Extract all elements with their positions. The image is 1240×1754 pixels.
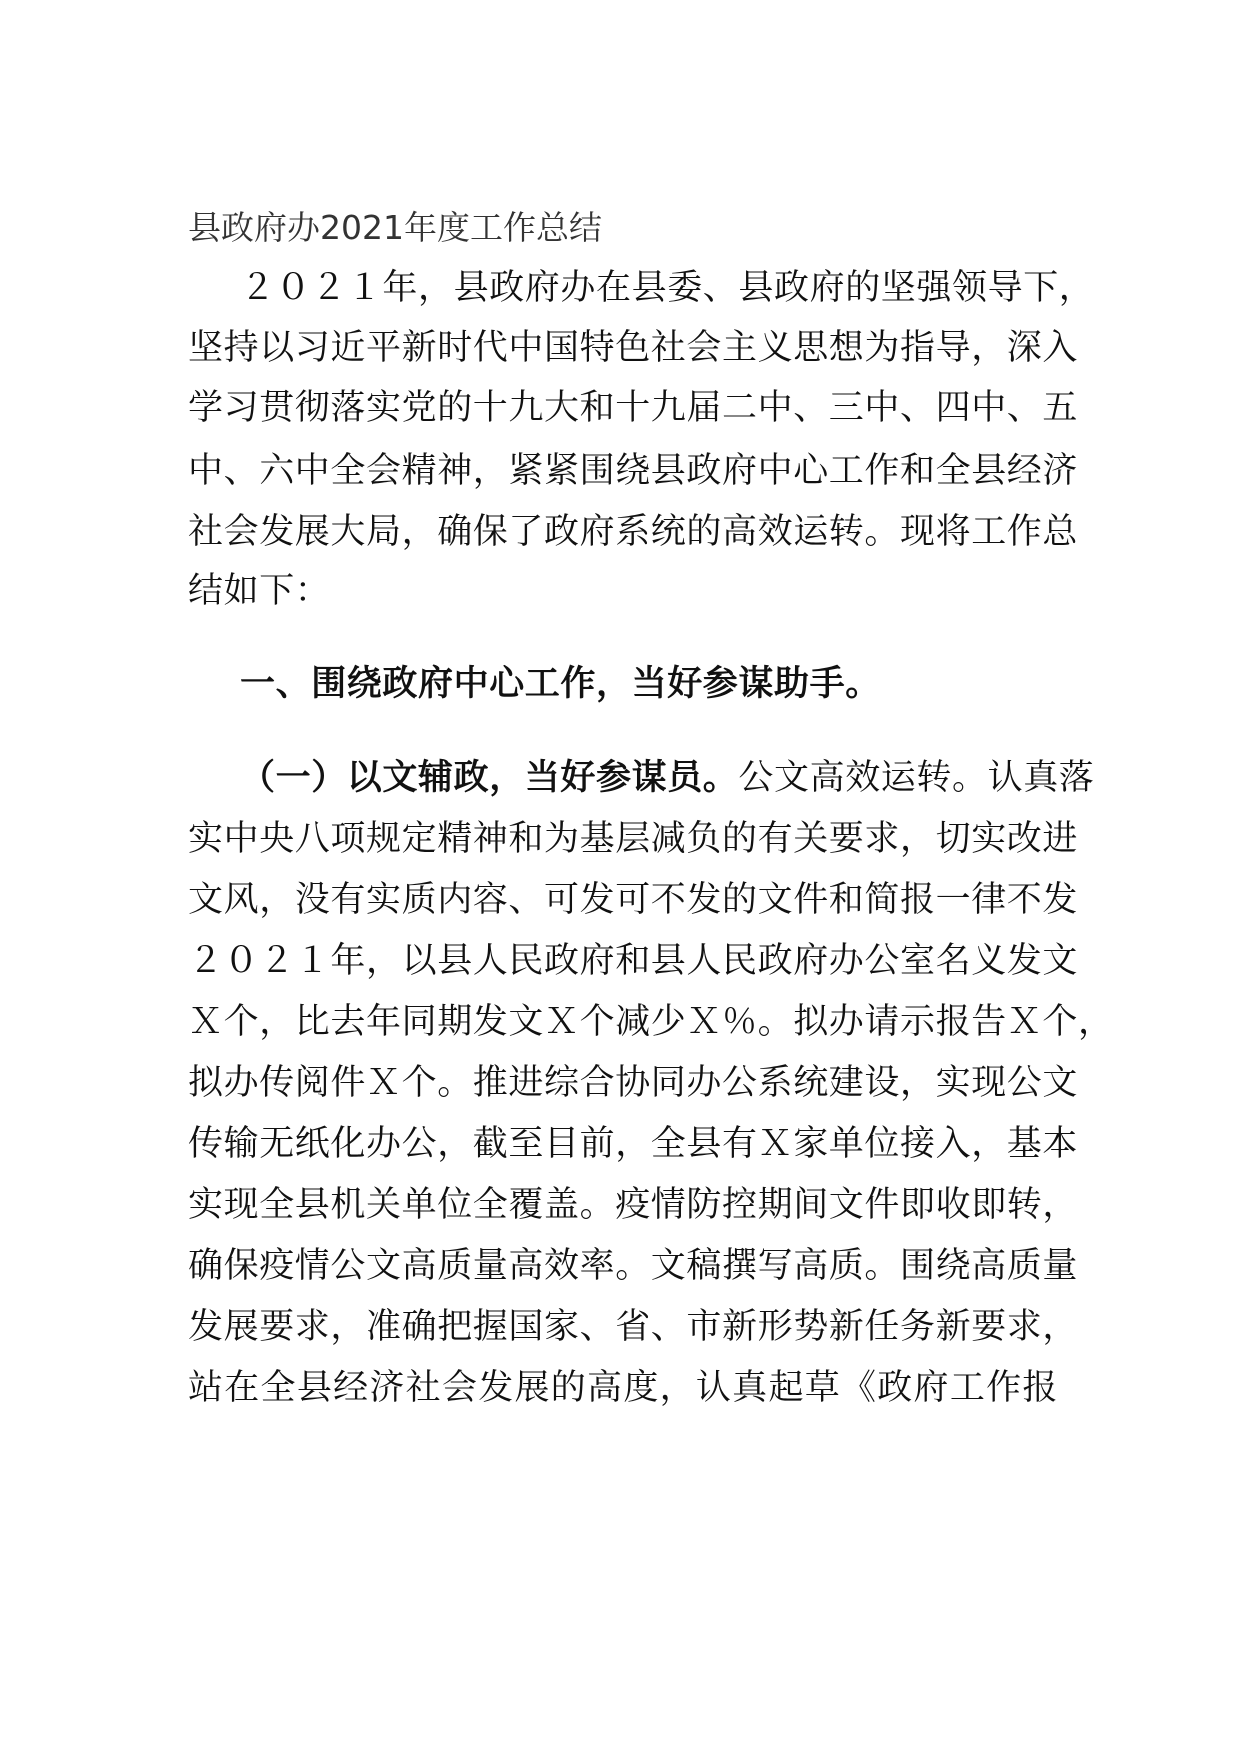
section-heading: 一、围绕政府中心工作，当好参谋助手。 — [240, 664, 881, 704]
document-title: 县政府办2021年度工作总结 — [188, 208, 602, 247]
body-line: 实中央八项规定精神和为基层减负的有关要求，切实改进 — [188, 819, 1079, 859]
subsection-first-line — [240, 750, 1095, 806]
intro-line: 坚持以习近平新时代中国特色社会主义思想为指导，深入 — [188, 328, 1079, 368]
body-line: 发展要求，准确把握国家、省、市新形势新任务新要求， — [188, 1307, 1079, 1347]
intro-line: 中、六中全会精神，紧紧围绕县政府中心工作和全县经济 — [188, 451, 1079, 491]
body-line: Ｘ个，比去年同期发文Ｘ个减少Ｘ％。拟办请示报告Ｘ个， — [188, 1002, 1114, 1042]
intro-line: 结如下： — [188, 571, 331, 611]
intro-line: 学习贯彻落实党的十九大和十九届二中、三中、四中、五 — [188, 388, 1079, 428]
body-line: 传输无纸化办公，截至目前，全县有Ｘ家单位接入，基本 — [188, 1124, 1079, 1164]
subsection-heading: （一）以文辅政，当好参谋员。 — [240, 758, 739, 798]
body-line: 实现全县机关单位全覆盖。疫情防控期间文件即收即转， — [188, 1185, 1079, 1225]
body-line: 确保疫情公文高质量高效率。文稿撰写高质。围绕高质量 — [188, 1246, 1079, 1286]
intro-line: 社会发展大局，确保了政府系统的高效运转。现将工作总 — [188, 512, 1079, 552]
body-line: 文风，没有实质内容、可发可不发的文件和简报一律不发 — [188, 880, 1079, 920]
body-line: 站在全县经济社会发展的高度，认真起草《政府工作报 — [188, 1368, 1058, 1408]
intro-line: ２０２１年，县政府办在县委、县政府的坚强领导下， — [240, 268, 1095, 308]
subsection-first-text: 公文高效运转。认真落 — [738, 758, 1095, 798]
body-line: 拟办传阅件Ｘ个。推进综合协同办公系统建设，实现公文 — [188, 1063, 1079, 1103]
body-line: ２０２１年，以县人民政府和县人民政府办公室名义发文 — [188, 941, 1079, 981]
